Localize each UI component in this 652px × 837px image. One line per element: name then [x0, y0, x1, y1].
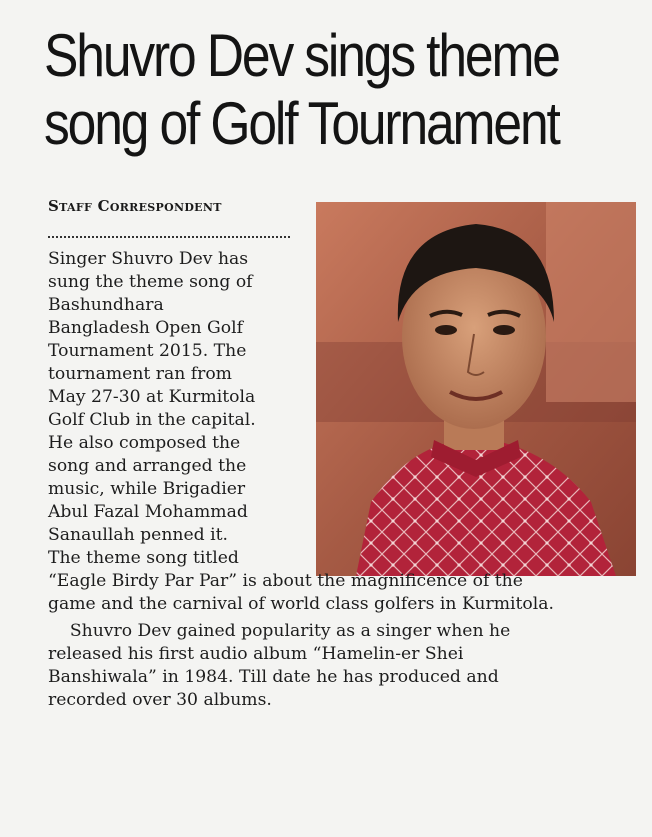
body-line: Tournament 2015. The — [48, 341, 247, 361]
body-line: “Eagle Birdy Par Par” is about the magnificence of the — [48, 571, 523, 591]
body-line: Bangladesh Open Golf — [48, 318, 243, 338]
body-line: Golf Club in the capital. — [48, 410, 256, 430]
body-line: Banshiwala” in 1984. Till date he has produced and — [48, 667, 499, 687]
body-line: He also composed the — [48, 433, 241, 453]
body-line: The theme song titled — [48, 548, 239, 568]
body-line: Bashundhara — [48, 295, 164, 315]
body-line: song and arranged the — [48, 456, 247, 476]
byline-divider — [48, 236, 290, 238]
body-line: music, while Brigadier — [48, 479, 246, 499]
headline-line-2: song of Golf Tournament — [44, 90, 559, 157]
body-line: Sanaullah penned it. — [48, 525, 228, 545]
body-line: released his first audio album “Hamelin-er Shei — [48, 644, 464, 664]
byline: Staff Correspondent — [48, 197, 222, 215]
singer-portrait-photo — [316, 202, 636, 576]
headline — [44, 22, 560, 158]
body-line: sung the theme song of — [48, 272, 253, 292]
body-line: recorded over 30 albums. — [48, 690, 272, 710]
body-line: Abul Fazal Mohammad — [48, 502, 248, 522]
body-line: tournament ran from — [48, 364, 232, 384]
body-line: Singer Shuvro Dev has — [48, 249, 249, 269]
body-line: May 27-30 at Kurmitola — [48, 387, 256, 407]
body-line: Shuvro Dev gained popularity as a singer when he — [48, 621, 511, 641]
headline-line-1: Shuvro Dev sings theme — [44, 22, 559, 89]
body-line: game and the carnival of world class golfers in Kurmitola. — [48, 594, 554, 614]
